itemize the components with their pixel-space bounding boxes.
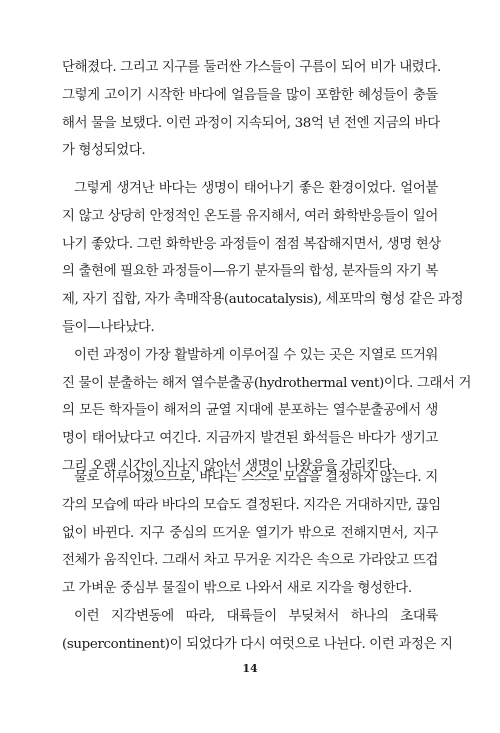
text-line: 그렇게 고이기 시작한 바다에 얼음들을 많이 포함한 혜성들이 충돌	[62, 87, 438, 103]
text-line: 없이 바뀐다. 지구 중심의 뜨거운 열기가 밖으로 전해지면서, 지구	[62, 525, 438, 541]
text-line: 가 형성되었다.	[62, 143, 146, 159]
text-line: 해서 물을 보탰다. 이런 과정이 지속되어, 38억 년 전엔 지금의 바다	[62, 115, 440, 131]
text-line: 의 출현에 필요한 과정들이—유기 분자들의 합성, 분자들의 자기 복	[62, 264, 438, 280]
text-line: 이런 과정이 가장 활발하게 이루어질 수 있는 곳은 지열로 뜨거워	[74, 347, 438, 363]
paragraph-block-2	[62, 175, 472, 481]
text-line: 물로 이루어졌으므로, 바다는 스스로 모습을 결정하지 않는다. 지	[74, 470, 438, 485]
text-line: 전체가 움직인다. 그래서 차고 무거운 지각은 속으로 가라앉고 뜨겁	[62, 553, 438, 569]
text-line: 제, 자기 집합, 자가 촉매작용(autocatalysis), 세포막의 형성 같은 과정	[62, 292, 464, 308]
paragraph-block-1	[62, 54, 441, 165]
paragraph-block-3	[62, 464, 453, 659]
text-line: 지 않고 상당히 안정적인 온도를 유지해서, 여러 화학반응들이 일어	[62, 208, 438, 224]
text-line: 나기 좋았다. 그런 화학반응 과정들이 점점 복잡해지면서, 생명 현상	[62, 236, 441, 252]
page-number: 14	[242, 662, 258, 675]
text-line: 들이—나타났다.	[62, 319, 155, 335]
text-line: (supercontinent)이 되었다가 다시 여럿으로 나뉜다. 이런 과정은 지	[62, 636, 453, 652]
text-line: 의 모든 학자들이 해저의 균열 지대에 분포하는 열수분출공에서 생	[62, 403, 438, 419]
text-line: 이런 지각변동에 따라, 대륙들이 부딪쳐서 하나의 초대륙	[74, 608, 438, 624]
text-line: 고 가벼운 중심부 물질이 밖으로 나와서 새로 지각을 형성한다.	[62, 581, 412, 597]
text-line: 명이 태어났다고 여긴다. 지금까지 발견된 화석들은 바다가 생기고	[62, 431, 438, 447]
text-line: 그리 오랜 시간이 지나지 않아서 생명이 나왔음을 가리킨다.	[62, 458, 396, 474]
text-line: 각의 모습에 따라 바다의 모습도 결정된다. 지각은 거대하지만, 끊임	[62, 497, 441, 513]
text-line: 단해졌다. 그리고 지구를 둘러싼 가스들이 구름이 되어 비가 내렸다.	[62, 60, 441, 75]
text-line: 그렇게 생겨난 바다는 생명이 태어나기 좋은 환경이었다. 얼어붙	[74, 181, 438, 196]
text-line: 진 물이 분출하는 해저 열수분출공(hydrothermal vent)이다. 그래서 거	[62, 375, 472, 391]
